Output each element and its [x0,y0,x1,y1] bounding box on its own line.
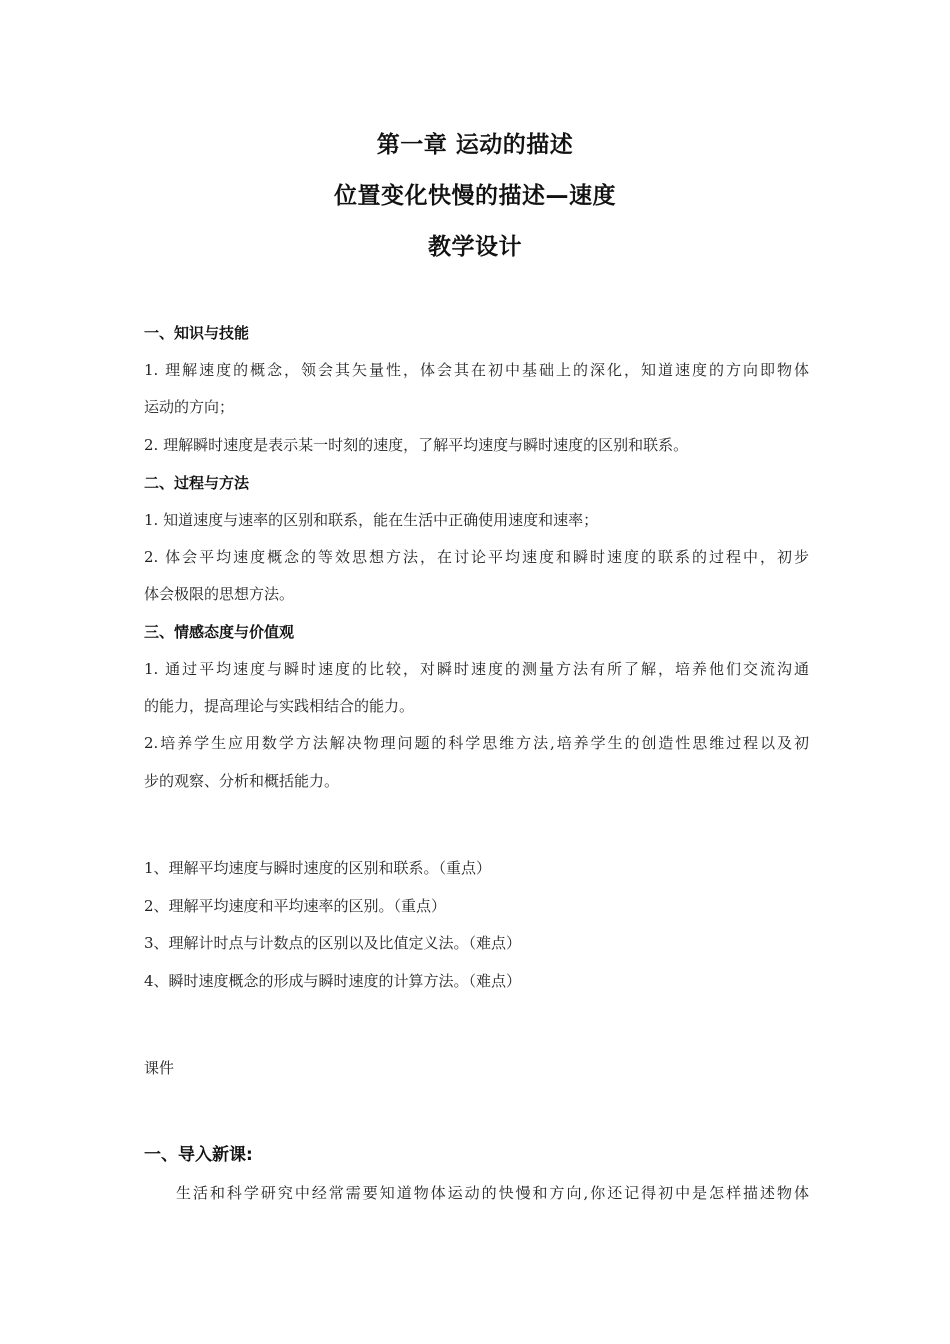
lesson-title: 位置变化快慢的描述—速度 [334,183,616,209]
emotion-item2-line2: 步的观察、分析和概括能力。 [144,772,340,790]
key-point-1: 1、理解平均速度与瞬时速度的区别和联系。（重点） [144,859,492,877]
section-heading-intro: 一、导入新课: [144,1145,253,1165]
section-heading-emotion: 三、情感态度与价值观 [144,623,295,641]
emotion-item1-line2: 的能力，提高理论与实践相结合的能力。 [144,697,415,715]
key-point-2: 2、理解平均速度和平均速率的区别。（重点） [144,897,447,915]
chapter-title: 第一章 运动的描述 [376,132,574,158]
key-point-3: 3、理解计时点与计数点的区别以及比值定义法。（难点） [144,934,522,952]
emotion-item2-line1: 2.培养学生应用数学方法解决物理问题的科学思维方法,培养学生的创造性思维过程以及初 [144,734,809,752]
design-title: 教学设计 [428,234,522,260]
knowledge-item1-line1: 1. 理解速度的概念，领会其矢量性，体会其在初中基础上的深化，知道速度的方向即物体 [144,361,809,379]
process-item2-line2: 体会极限的思想方法。 [144,585,295,603]
intro-paragraph-line1: 生活和科学研究中经常需要知道物体运动的快慢和方向,你还记得初中是怎样描述物体 [176,1184,809,1202]
key-point-4: 4、瞬时速度概念的形成与瞬时速度的计算方法。（难点） [144,972,522,990]
knowledge-item1-line2: 运动的方向； [144,398,235,416]
section-heading-knowledge: 一、知识与技能 [144,324,250,342]
process-item2-line1: 2. 体会平均速度概念的等效思想方法，在讨论平均速度和瞬时速度的联系的过程中，初步 [144,548,809,566]
process-item1: 1. 知道速度与速率的区别和联系，能在生活中正确使用速度和速率； [144,511,599,529]
materials-text: 课件 [144,1059,175,1077]
section-heading-process: 二、过程与方法 [144,474,250,492]
knowledge-item2: 2. 理解瞬时速度是表示某一时刻的速度，了解平均速度与瞬时速度的区别和联系。 [144,436,689,454]
emotion-item1-line1: 1. 通过平均速度与瞬时速度的比较，对瞬时速度的测量方法有所了解，培养他们交流沟通 [144,660,809,678]
